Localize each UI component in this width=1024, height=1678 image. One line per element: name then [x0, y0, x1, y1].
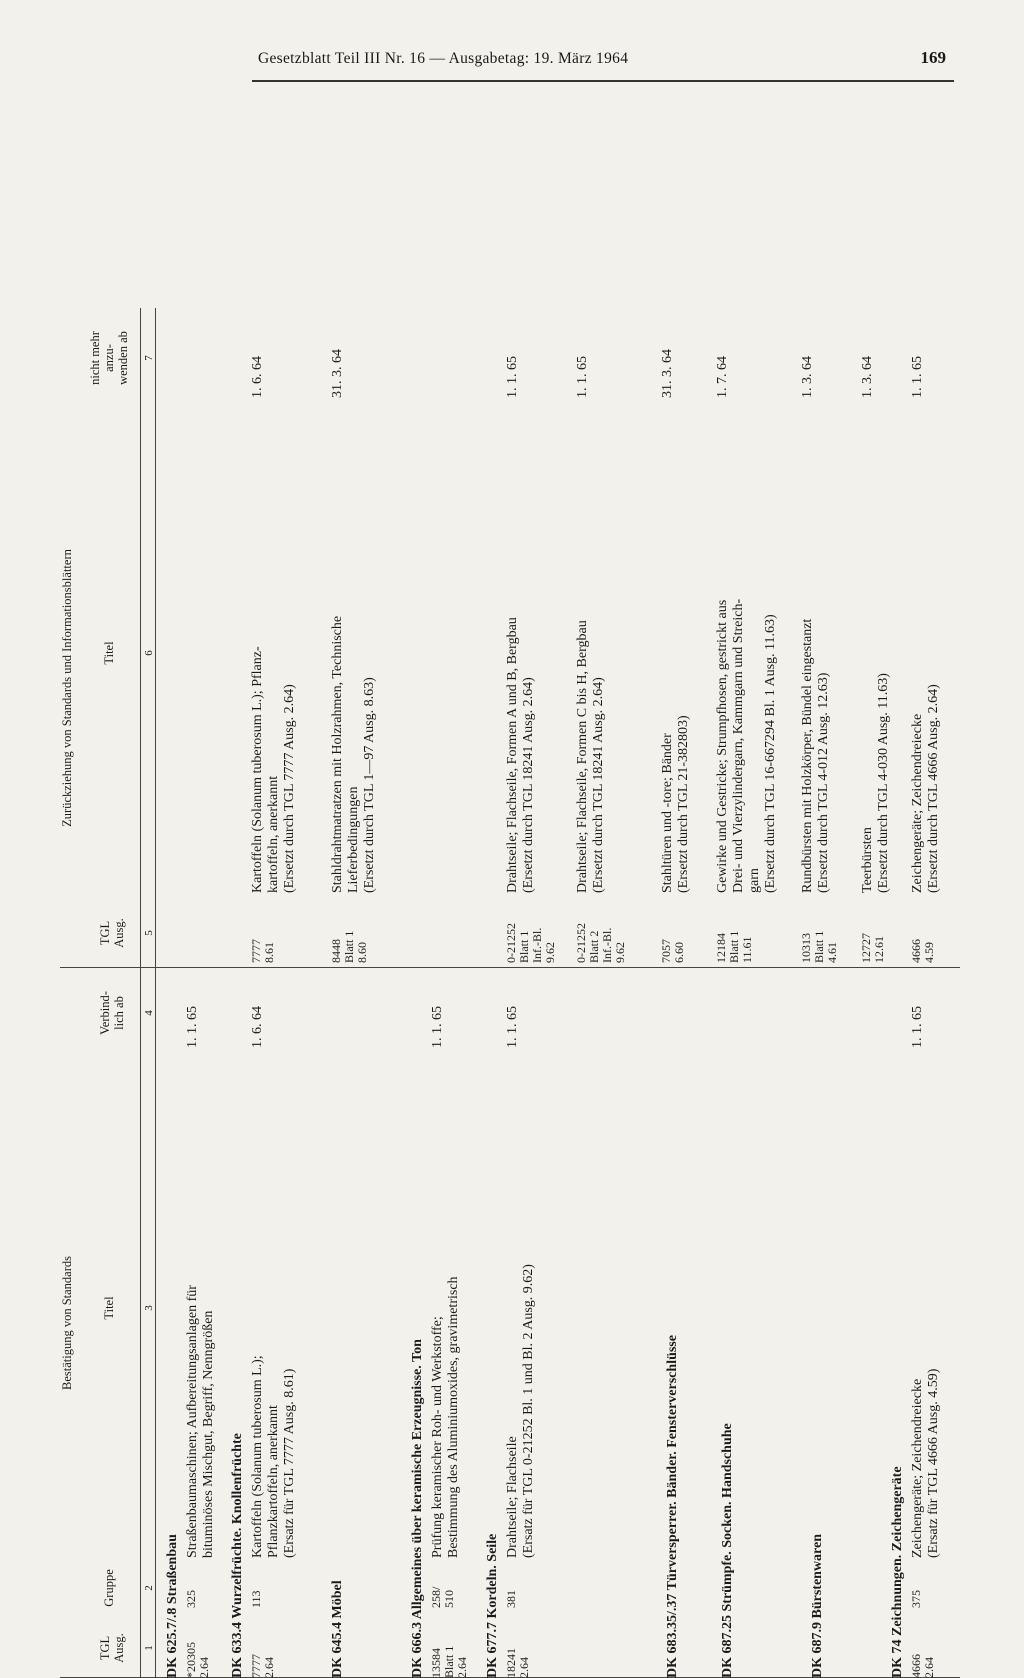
- tgl-number: 18241 2.64: [504, 1648, 531, 1678]
- binding-date: 1. 1. 65: [185, 1006, 200, 1048]
- withdrawn-tgl: 12727 12.61: [859, 933, 886, 963]
- tgl-number: 13584 Blatt 1 2.64: [429, 1645, 469, 1678]
- withdrawn-tgl: 0-21252 Blatt 1 Inf.-Bl. 9.62: [504, 923, 557, 963]
- withdrawn-title: Zeichengeräte; Zeichendreiecke (Ersetzt durch TGL 4666 Ausg. 2.64): [910, 684, 941, 893]
- gazette-title: Gesetzblatt Teil III Nr. 16 — Ausgabetag: 19. März 1964: [258, 50, 629, 67]
- group: 113: [249, 1590, 263, 1608]
- not-applicable-date: 1. 3. 64: [800, 356, 815, 398]
- group: 375: [909, 1590, 923, 1608]
- tgl-number: 4666 2.64: [909, 1654, 936, 1678]
- withdrawn-title: Rundbürsten mit Holzkörper, Bündel eingestanzt (Ersetzt durch TGL 4-012 Ausg. 12.63): [800, 618, 831, 893]
- header-rule: [252, 80, 954, 82]
- section-heading: DK 677.7 Kordeln. Seile: [485, 1533, 500, 1678]
- not-applicable-date: 1. 1. 65: [505, 356, 520, 398]
- not-applicable-date: 1. 7. 64: [715, 356, 730, 398]
- col-number: 7: [143, 355, 155, 361]
- binding-date: 1. 1. 65: [910, 1006, 925, 1048]
- not-applicable-date: 31. 3. 64: [330, 349, 345, 398]
- section-heading: DK 687.25 Strümpfe. Socken. Handschuhe: [720, 1423, 735, 1678]
- title: Kartoffeln (Solanum tuberosum L.); Pflanzkartoffeln, anerkannt (Ersatz für TGL 7777 Ausg. 8.61): [250, 1355, 297, 1558]
- section-heading: DK 633.4 Wurzelfrüchte. Knollenfrüchte: [230, 1433, 245, 1678]
- tgl-number: *20305 2.64: [184, 1642, 211, 1678]
- group: 258/ 510: [429, 1586, 456, 1608]
- col-number: 6: [143, 650, 155, 656]
- section-heading: DK 645.4 Möbel: [330, 1580, 345, 1678]
- withdrawn-title: Drahtseile; Flachseile, Formen C bis H, Bergbau (Ersetzt durch TGL 18241 Ausg. 2.64): [575, 620, 606, 893]
- withdrawn-tgl: 8448 Blatt 1 8.60: [329, 930, 369, 963]
- section-heading: DK 683.35/.37 Türversperrer. Bänder. Fensterverschlüsse: [665, 1335, 680, 1678]
- page-header: [258, 50, 958, 76]
- group: 381: [504, 1590, 518, 1608]
- title: Straßenbaumaschinen; Aufbereitungsanlagen für bituminöses Mischgut, Begriff, Nenngrößen: [185, 1285, 216, 1558]
- withdrawn-tgl: 10313 Blatt 1 4.61: [799, 930, 839, 963]
- withdrawn-title: Drahtseile; Flachseile, Formen A und B, Bergbau (Ersetzt durch TGL 18241 Ausg. 2.64): [505, 617, 536, 893]
- withdrawn-tgl: 12184 Blatt 1 11.61: [714, 930, 754, 963]
- col3-header: Titel: [102, 1296, 116, 1320]
- section-heading: DK 666.3 Allgemeines über keramische Erzeugnisse. Ton: [410, 1339, 425, 1678]
- tgl-number: 7777 2.64: [249, 1654, 276, 1678]
- col7-header: nicht mehr anzu- wenden ab: [88, 331, 130, 385]
- not-applicable-date: 1. 6. 64: [250, 356, 265, 398]
- binding-date: 1. 6. 64: [250, 1006, 265, 1048]
- withdrawn-title: Stahltüren und -tore; Bänder (Ersetzt durch TGL 21-382803): [660, 715, 691, 893]
- withdrawn-tgl: 4666 4.59: [909, 939, 936, 963]
- not-applicable-date: 1. 1. 65: [910, 356, 925, 398]
- col5-header: TGL Ausg.: [98, 918, 126, 948]
- col-number: 5: [143, 930, 155, 936]
- section-heading: DK 687.9 Bürstenwaren: [810, 1533, 825, 1678]
- binding-date: 1. 1. 65: [505, 1006, 520, 1048]
- col-number: 2: [143, 1585, 155, 1591]
- withdrawn-title: Stahldrahtmatratzen mit Holzrahmen, Technische Lieferbedingungen (Ersetzt durch TGL 1—97 Ausg. 8.63): [330, 615, 377, 893]
- withdrawn-tgl: 7777 8.61: [249, 939, 276, 963]
- section-heading: DK 74 Zeichnungen. Zeichengeräte: [890, 1466, 905, 1678]
- binding-date: 1. 1. 65: [430, 1006, 445, 1048]
- withdrawn-tgl: 0-21252 Blatt 2 Inf.-Bl. 9.62: [574, 923, 627, 963]
- withdrawn-title: Kartoffeln (Solanum tuberosum L.); Pflanz- kartoffeln, anerkannt (Ersetzt durch TGL 7777 Ausg. 2.64): [250, 646, 297, 893]
- not-applicable-date: 1. 1. 65: [575, 356, 590, 398]
- withdrawn-title: Teerbürsten (Ersetzt durch TGL 4-030 Ausg. 11.63): [860, 673, 891, 893]
- title: Zeichengeräte; Zeichendreiecke (Ersatz für TGL 4666 Ausg. 4.59): [910, 1368, 941, 1558]
- section-heading: DK 625.7/.8 Straßenbau: [165, 1534, 180, 1678]
- page-number: 169: [920, 48, 946, 67]
- section-header-left: Bestätigung von Standards: [60, 1256, 74, 1391]
- title: Prüfung keramischer Roh- und Werkstoffe; Bestimmung des Aluminiumoxides, gravimetrisch: [430, 1276, 461, 1558]
- title: Drahtseile; Flachseile (Ersatz für TGL 0-21252 Bl. 1 und Bl. 2 Ausg. 9.62): [505, 1264, 536, 1558]
- col2-header: Gruppe: [102, 1569, 116, 1607]
- col-number: 3: [143, 1305, 155, 1311]
- section-header-right: Zurückziehung von Standards und Informationsblättern: [60, 549, 74, 827]
- col-number: 4: [143, 1010, 155, 1016]
- not-applicable-date: 31. 3. 64: [660, 349, 675, 398]
- withdrawn-tgl: 7057 6.60: [659, 939, 686, 963]
- col6-header: Titel: [102, 641, 116, 665]
- not-applicable-date: 1. 3. 64: [860, 356, 875, 398]
- col-number: 1: [143, 1645, 155, 1651]
- col4-header: Verbind- lich ab: [98, 991, 126, 1035]
- standards-table: [60, 308, 960, 1678]
- group: 325: [184, 1590, 198, 1608]
- withdrawn-title: Gewirke und Gestricke; Strumpfhosen, gestrickt aus Drei- und Vierzylindergarn, Kammgarn und Streich- garn (Ersetzt durch TGL 16-667294 Bl. 1 Ausg. 11.63): [715, 598, 778, 893]
- col1-header: TGL Ausg.: [98, 1633, 126, 1663]
